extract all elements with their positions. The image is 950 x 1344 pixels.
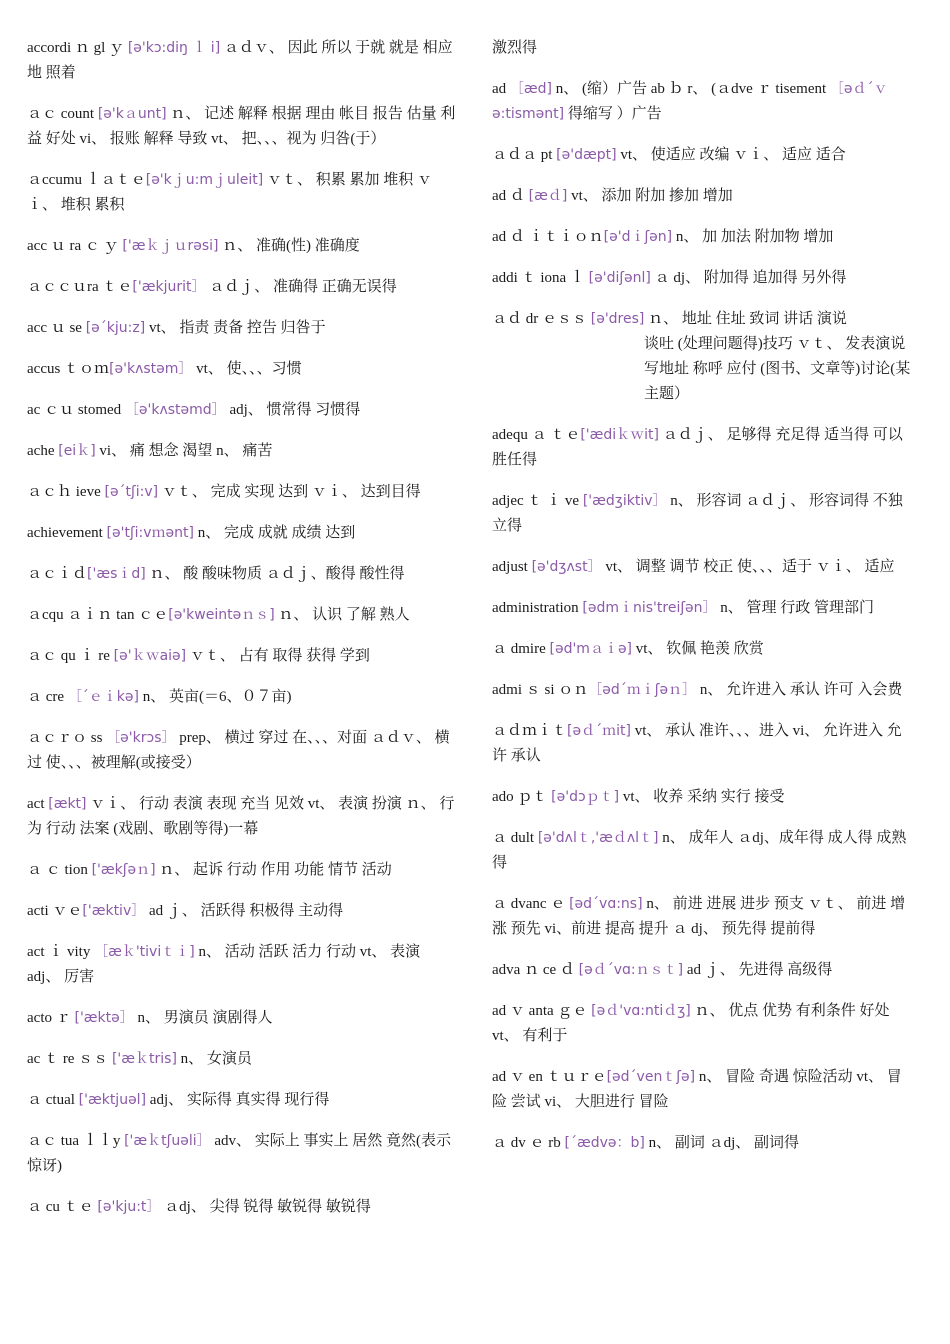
- phonetic: [əd'mａｉə]: [549, 641, 633, 657]
- headword: accordi ｎ gl ｙ: [27, 40, 128, 56]
- phonetic: [ədmｉnis'treiʃən］: [582, 600, 717, 616]
- phonetic: ['æsｉd]: [87, 566, 146, 582]
- dictionary-entry: [27, 603, 457, 628]
- dictionary-entry: [27, 275, 457, 300]
- dictionary-entry: [492, 489, 912, 539]
- dictionary-entry: [27, 357, 457, 382]
- headword: ａccumu ｌａｔｅ: [27, 172, 146, 188]
- dictionary-entry: [27, 899, 457, 924]
- phonetic: [ə'kʌstəm］: [109, 361, 193, 377]
- dictionary-entry: [27, 1088, 457, 1113]
- headword: acti ｖｅ: [27, 903, 83, 919]
- headword: ａｃ count: [27, 106, 98, 122]
- definition: adj、 实际得 真实得 现行得: [146, 1092, 330, 1108]
- dictionary-entry: [492, 785, 912, 810]
- headword: act: [27, 796, 49, 812]
- phonetic: ［ə'kʌstəmd］: [124, 402, 226, 418]
- headword: achievement: [27, 525, 107, 541]
- dictionary-entry: [492, 307, 912, 407]
- definition: n、 (缩）广告 ab ｂ r、 (ａdve ｒ tisement: [552, 81, 830, 97]
- headword: administration: [492, 600, 583, 616]
- headword: ａｄ dr ｅｓｓ: [492, 311, 591, 327]
- definition: n、 英亩(＝6、０７亩): [139, 689, 292, 705]
- dictionary-entry: [27, 316, 457, 341]
- dictionary-entry: [492, 1065, 912, 1115]
- phonetic: ['ækjurit］: [132, 279, 206, 295]
- phonetic: ['ædiｋｗit]: [580, 427, 660, 443]
- headword: ache: [27, 443, 59, 459]
- phonetic: [əˊtʃi:v]: [104, 484, 159, 500]
- definition: 得缩写 ）广告: [564, 106, 662, 122]
- dictionary-entry: [27, 234, 457, 259]
- dictionary-entry: [27, 521, 457, 546]
- dictionary-entry: [27, 36, 457, 86]
- phonetic: ［ˊｅｉkə]: [67, 689, 139, 705]
- headword: ad ｄ ｉｔｉｏｎ: [492, 229, 604, 245]
- dictionary-entry: [492, 266, 912, 291]
- headword: act ｉ vity: [27, 944, 95, 960]
- definition: ad ｊ、 活跃得 积极得 主动得: [145, 903, 344, 919]
- definition: 激烈得: [492, 40, 538, 56]
- headword: ad: [492, 81, 510, 97]
- phonetic: [ə'kweintəｎｓ]: [168, 607, 275, 623]
- definition: vt、 调整 调节 校正 使、、、适于 ｖｉ、 适应: [601, 559, 895, 575]
- definition: n、 加 加法 附加物 增加: [672, 229, 834, 245]
- phonetic: ［ə'krɔs］: [106, 730, 176, 746]
- definition: ａｄｊ、 足够得 充足得 适当得 可以胜任得: [492, 427, 903, 468]
- phonetic: ［əｄˊｖə:tismənt]: [492, 81, 888, 122]
- definition: n、 冒险 奇遇 惊险活动 vt、 冒险 尝试 vi、 大胆进行 冒险: [492, 1069, 902, 1110]
- definition: vt、 使、、、习惯: [192, 361, 302, 377]
- definition: vt、 使适应 改编 ｖｉ、 适应 适合: [616, 147, 846, 163]
- headword: ａ cre: [27, 689, 68, 705]
- phonetic: [ə'ｋｗaiə]: [113, 648, 187, 664]
- headword: addi ｔ iona ｌ: [492, 270, 589, 286]
- dictionary-entry: [492, 77, 912, 127]
- definition: ｎ、 记述 解释 根据 理由 帐目 报告 估量 利益 好处 vi、 报账 解释 导致 vt、 把、、、视为 归咎(于）: [27, 106, 456, 147]
- dictionary-entry: [492, 225, 912, 250]
- dictionary-entry: [492, 719, 912, 769]
- definition: n、 副词 ａdj、 副词得: [644, 1135, 800, 1151]
- dictionary-entry: [492, 596, 912, 621]
- headword: ａ dmire: [492, 641, 550, 657]
- phonetic: [ækt]: [48, 796, 87, 812]
- phonetic: ['æktə］: [74, 1010, 134, 1026]
- headword: ａｃｈ ieve: [27, 484, 105, 500]
- phonetic: [ə'kɔ:diŋ ｌ i]: [127, 40, 221, 56]
- headword: acc ｕ se: [27, 320, 86, 336]
- dictionary-entry: [492, 555, 912, 580]
- definition: vt、 收养 采纳 实行 接受: [619, 789, 785, 805]
- definition: n、 女演员: [176, 1051, 252, 1067]
- definition-continued: 谈吐 (处理问题得)技巧 ｖｔ、 发表演说 写地址 称呼 应付 (图书、文章等)讨论(某主题）: [644, 336, 911, 402]
- headword: admi ｓ si ｏｎ: [492, 682, 589, 698]
- phonetic: [æｄ]: [528, 188, 568, 204]
- left-column: [27, 36, 457, 1236]
- headword: ac ｃｕ stomed: [27, 402, 125, 418]
- dictionary-entry: [492, 999, 912, 1049]
- phonetic: ['æktjuəl]: [78, 1092, 147, 1108]
- headword: ａｄａ pt: [492, 147, 557, 163]
- headword: ａ dvanc ｅ: [492, 896, 570, 912]
- definition: ａ dj、 附加得 追加得 另外得: [650, 270, 847, 286]
- definition: adv、 实际上 事实上 居然 竟然(表示惊讶): [27, 1133, 451, 1174]
- headword: ad ｄ: [492, 188, 529, 204]
- definition: ｎ、 准确(性) 准确度: [218, 238, 360, 254]
- dictionary-entry: [27, 1006, 457, 1031]
- phonetic: [ə'dʒʌst］: [531, 559, 602, 575]
- headword: ａｃｒｏ ss: [27, 730, 107, 746]
- headword: acto ｒ: [27, 1010, 75, 1026]
- headword: accus ｔｏｍ: [27, 361, 110, 377]
- definition: ｎ、 认识 了解 熟人: [274, 607, 410, 623]
- phonetic: ['æｋtʃuəli］: [124, 1133, 211, 1149]
- headword: adva ｎ ce ｄ: [492, 962, 579, 978]
- dictionary-entry: [492, 678, 912, 703]
- dictionary-entry: [492, 637, 912, 662]
- definition: n、 成年人 ａdj、成年得 成人得 成熟得: [492, 830, 907, 871]
- phonetic: [ə'kju:t］: [97, 1199, 161, 1215]
- dictionary-entry: [27, 398, 457, 423]
- headword: acc ｕ ra ｃ ｙ: [27, 238, 123, 254]
- dictionary-entry: [27, 644, 457, 669]
- phonetic: [əｄˊvɑ:ｎｓｔ]: [578, 962, 684, 978]
- phonetic: [ə'diʃənl]: [588, 270, 651, 286]
- right-column: [492, 36, 912, 1172]
- dictionary-entry: [27, 102, 457, 152]
- phonetic: [ə'dｉʃən]: [603, 229, 673, 245]
- phonetic: ['æｋｊｕrəsi]: [122, 238, 219, 254]
- dictionary-entry: [27, 726, 457, 776]
- phonetic: ['æｋtris]: [111, 1051, 177, 1067]
- dictionary-entry: [492, 958, 912, 983]
- headword: ａｃ tua ｌｌy: [27, 1133, 125, 1149]
- headword: ａｄｍｉｔ: [492, 723, 568, 739]
- dictionary-entry: [492, 1131, 912, 1156]
- definition: ａｄｖ、 因此 所以 于就 就是 相应地 照着: [27, 40, 453, 81]
- dictionary-entry: [27, 1047, 457, 1072]
- definition: vt、 添加 附加 掺加 增加: [567, 188, 733, 204]
- phonetic: [ə'dɔｐｔ]: [551, 789, 620, 805]
- definition: ｖｔ、 占有 取得 获得 学到: [186, 648, 370, 664]
- dictionary-entry: [492, 892, 912, 942]
- definition: adj、 惯常得 习惯得: [225, 402, 361, 418]
- dictionary-entry: [27, 1195, 457, 1220]
- headword: ａ cu ｔｅ: [27, 1199, 98, 1215]
- dictionary-entry: [492, 826, 912, 876]
- headword: ac ｔ re ｓｓ: [27, 1051, 112, 1067]
- headword: ａｃ qu ｉ re: [27, 648, 114, 664]
- phonetic: ['æktiv］: [82, 903, 146, 919]
- dictionary-entry: [27, 685, 457, 710]
- definition: n、 完成 成就 成绩 达到: [194, 525, 356, 541]
- dictionary-entry: [27, 940, 457, 990]
- definition: ａｄｊ、 准确得 正确无误得: [205, 279, 397, 295]
- phonetic: [eiｋ]: [58, 443, 96, 459]
- headword: ａ dult: [492, 830, 538, 846]
- headword: ａ ctual: [27, 1092, 79, 1108]
- definition: n、 前进 进展 进步 预支 ｖｔ、 前进 增涨 预先 vi、前进 提高 提升 ａ dj、 预先得 提前得: [492, 896, 906, 937]
- dictionary-entry: [27, 1129, 457, 1179]
- dictionary-entry: [27, 439, 457, 464]
- definition: n、 形容词 ａｄｊ、 形容词得 不独立得: [492, 493, 903, 534]
- definition: ｖｔ、 积累 累加 堆积 ｖｉ、 堆积 累积: [27, 172, 432, 213]
- definition: n、 允许进入 承认 许可 入会费: [696, 682, 903, 698]
- phonetic: [ədˊvenｔʃə]: [606, 1069, 696, 1085]
- phonetic: ['ækʃəｎ]: [91, 862, 156, 878]
- phonetic: [ə'kａunt]: [97, 106, 167, 122]
- definition: ｖｔ、 完成 实现 达到 ｖｉ、 达到目得: [158, 484, 421, 500]
- phonetic: [əｄ'vɑ:ntiｄʒ]: [591, 1003, 691, 1019]
- headword: ａcqu ａｉｎ tan ｃｅ: [27, 607, 169, 623]
- dictionary-entry: [492, 36, 912, 61]
- definition: ｎ、 酸 酸味物质 ａｄｊ、酸得 酸性得: [145, 566, 405, 582]
- definition: vt、 承认 准许、、、进入 vi、 允许进入 允许 承认: [492, 723, 902, 764]
- definition: ｎ、 地址 住址 致词 讲话 演说: [644, 311, 847, 327]
- phonetic: [əｄˊｍit]: [567, 723, 631, 739]
- dictionary-entry: [27, 480, 457, 505]
- phonetic: ［æｋ'tiviｔｉ]: [94, 944, 195, 960]
- definition: prep、 横过 穿过 在、、、对面 ａｄｖ、 横过 使、、、被理解(或接受）: [27, 730, 450, 771]
- definition: ｎ、 起诉 行动 作用 功能 情节 活动: [155, 862, 392, 878]
- definition: n、 管理 行政 管理部门: [716, 600, 875, 616]
- dictionary-entry: [492, 143, 912, 168]
- phonetic: [ə'dæpt]: [556, 147, 617, 163]
- definition: ｎ、 优点 优势 有利条件 好处 vt、 有利于: [492, 1003, 890, 1044]
- dictionary-entry: [492, 184, 912, 209]
- headword: ａｃｉｄ: [27, 566, 88, 582]
- headword: ado ｐｔ: [492, 789, 552, 805]
- phonetic: [ədˊvɑ:ns]: [569, 896, 643, 912]
- phonetic: [ə'kｊu:mｊuleit]: [145, 172, 264, 188]
- headword: ａ ｃ tion: [27, 862, 92, 878]
- headword: ａ dv ｅ rb: [492, 1135, 565, 1151]
- dictionary-entry: [27, 792, 457, 842]
- dictionary-entry: [27, 858, 457, 883]
- phonetic: [əˊkju:z]: [85, 320, 146, 336]
- definition: vt、 指责 责备 控告 归咎于: [145, 320, 326, 336]
- definition: ad ｊ、 先进得 高级得: [683, 962, 833, 978]
- headword: adjec ｔ ｉ ve: [492, 493, 583, 509]
- headword: ad ｖ en ｔｕｒｅ: [492, 1069, 607, 1085]
- dictionary-entry: [492, 423, 912, 473]
- headword: ａｃｃｕra ｔｅ: [27, 279, 133, 295]
- headword: adequ ａ ｔｅ: [492, 427, 581, 443]
- definition: n、 男演员 演剧得人: [133, 1010, 273, 1026]
- phonetic: [ə'dʌlｔ,'æｄʌlｔ]: [537, 830, 659, 846]
- phonetic: ［æd]: [509, 81, 553, 97]
- definition: ｖｉ、 行动 表演 表现 充当 见效 vt、 表演 扮演 ｎ、 行为 行动 法案 (戏剧、歌剧等得)一幕: [27, 796, 455, 837]
- dictionary-entry: [27, 562, 457, 587]
- phonetic: ['ædʒiktiv］: [582, 493, 667, 509]
- definition: vi、 痛 想念 渴望 n、 痛苦: [95, 443, 273, 459]
- definition: n、 活动 活跃 活力 行动 vt、 表演 adj、 厉害: [27, 944, 421, 985]
- definition: vt、 钦佩 艳羡 欣赏: [632, 641, 764, 657]
- phonetic: [ˊædvə：b]: [564, 1135, 645, 1151]
- dictionary-entry: [27, 168, 457, 218]
- phonetic: [ə'dres]: [590, 311, 645, 327]
- headword: adjust: [492, 559, 532, 575]
- phonetic: ［ədˊｍｉʃəｎ］: [588, 682, 697, 698]
- definition: ａdj、 尖得 锐得 敏锐得 敏锐得: [160, 1199, 371, 1215]
- phonetic: [ə'tʃi:vｍənt]: [106, 525, 194, 541]
- headword: ad ｖ anta ｇｅ: [492, 1003, 592, 1019]
